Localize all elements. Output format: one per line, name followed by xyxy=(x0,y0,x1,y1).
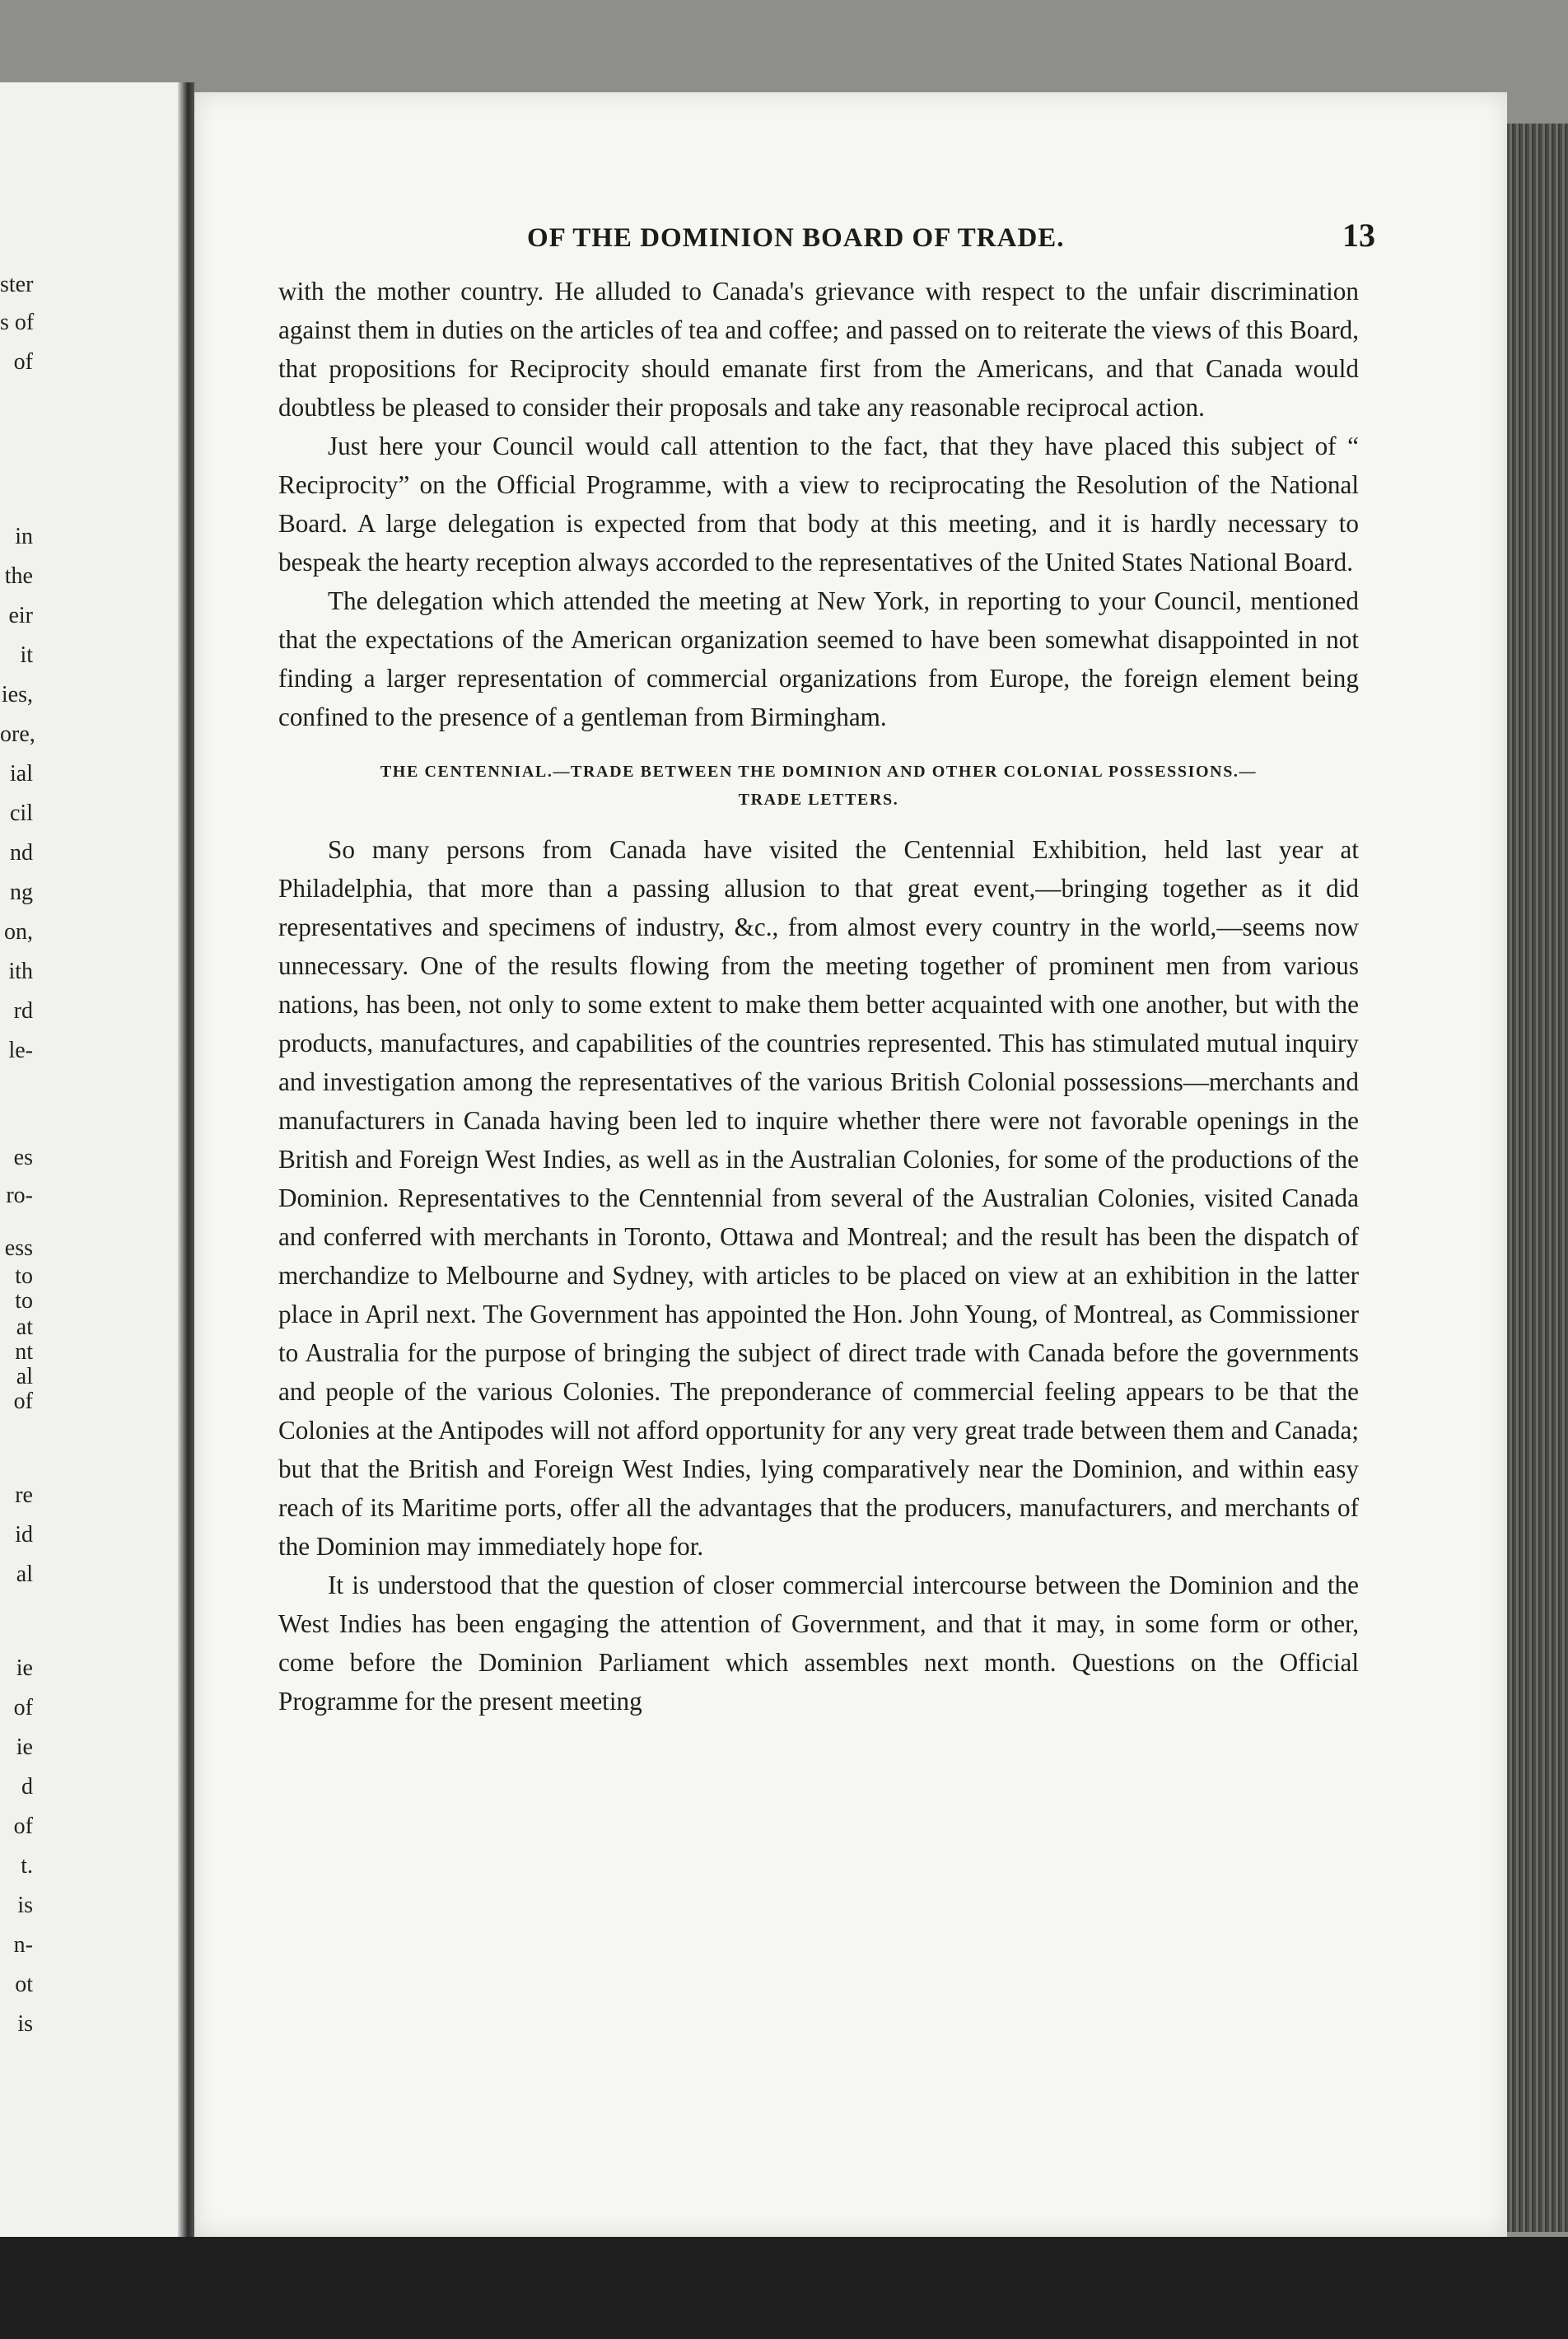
facing-page-fragment: to xyxy=(15,1288,33,1314)
facing-page-fragment: re xyxy=(15,1482,33,1508)
facing-page-fragment: nd xyxy=(10,840,33,866)
facing-page-fragment: ie xyxy=(16,1734,33,1760)
facing-page-fragment: ie xyxy=(16,1655,33,1681)
facing-page-fragment: n- xyxy=(13,1932,33,1958)
facing-page-fragment: ro- xyxy=(6,1183,33,1208)
facing-page-fragment: is xyxy=(17,2011,33,2037)
facing-page-fragment: of xyxy=(13,1695,33,1720)
facing-page-fragment: in xyxy=(15,524,33,549)
page-edges xyxy=(1507,124,1568,2232)
facing-page-fragment: is xyxy=(17,1893,33,1918)
page-header xyxy=(305,216,1375,254)
facing-page-fragment: of xyxy=(13,349,33,375)
facing-page-fragment: id xyxy=(15,1522,33,1548)
scan-border xyxy=(0,2237,1568,2339)
facing-page-fragment: ith xyxy=(8,959,33,984)
facing-page-fragment: on, xyxy=(4,919,33,945)
facing-page-fragment: eir xyxy=(8,603,33,628)
facing-page-fragment: at xyxy=(16,1314,33,1340)
facing-page-fragment: it xyxy=(20,642,33,668)
paragraph-3: The delegation which attended the meeting at New York, in reporting to your Council, mentioned that the expectations of the American organization seemed to have been somewhat disappointed in not finding a larger representation of commercial organizations from Europe, the foreign element being confined to the presence of a gentleman from Birmingham. xyxy=(278,586,1359,731)
paragraph-1: with the mother country. He alluded to Canada's grievance with respect to the unfair discrimination against them in duties on the articles of tea and coffee; and passed on to reiterate the views of this Board, that propositions for Reciprocity should emanate first from the Americans, and that Canada would doubtless be pleased to consider their proposals and take any reasonable reciprocal action. xyxy=(278,277,1359,422)
facing-page-fragment: cil xyxy=(10,801,33,826)
facing-page-fragment: al xyxy=(16,1562,33,1587)
facing-page-fragment: es xyxy=(13,1145,33,1170)
section-paragraph-2: It is understood that the question of closer commercial intercourse between the Dominion and the West Indies has been engaging the attention of Government, and that it may, in some form or other, come before the Dominion Parliament which assembles next month. Questions on the Official Programme for the present meeting xyxy=(278,1571,1359,1716)
section-heading xyxy=(278,758,1359,814)
section-paragraph-1: So many persons from Canada have visited the Centennial Exhibition, held last year at Philadelphia, that more than a passing allusion to that great event,—bringing together as it did representatives and specimens of industry, &c., from almost every country in the world,—seems now unnecessary. One of the results flowing from the meeting together of prominent men from various nations, has been, not only to some extent to make them better acquainted with one another, but with the products, manufactures, and capabilities of the countries represented. This has stimulated mutual inquiry and investigation among the representatives of the various British Colonial possessions—merchants and manufacturers in Canada having been led to inquire whether there were not favorable openings in the British and Foreign West Indies, as well as in the Australian Colonies, for some of the productions of the Dominion. Representatives to the Cenntennial from several of the Australian Colonies, visited Canada and conferred with merchants in Toronto, Ottawa and Montreal; and the result has been the dispatch of merchandize to Melbourne and Sydney, with articles to be placed on view at an exhibition in the latter place in April next. The Government has appointed the Hon. John Young, of Montreal, as Commissioner to Australia for the purpose of bringing the subject of direct trade with Canada before the governments and people of the various Colonies. The preponderance of commercial feeling appears to be that the Colonies at the Antipodes will not afford opportunity for any very great trade between them and Canada; but that the British and Foreign West Indies, lying comparatively near the Dominion, and within easy reach of its Maritime ports, offer all the advantages that the producers, manufacturers, and merchants of the Dominion may immediately hope for. xyxy=(278,835,1359,1561)
facing-page-fragment: ial xyxy=(10,761,33,787)
facing-page-fragment: ore, xyxy=(0,721,35,747)
facing-page-fragment: nt xyxy=(15,1339,33,1365)
facing-page-fragment: s of xyxy=(0,310,35,335)
section-heading-line-1: THE CENTENNIAL.—TRADE BETWEEN THE DOMINION AND OTHER COLONIAL POSSESSIONS.— xyxy=(380,763,1258,781)
facing-page-fragment: ster xyxy=(0,272,34,297)
page-body xyxy=(278,272,1359,1720)
facing-page-fragment: ng xyxy=(10,880,33,905)
facing-page-fragment: ess xyxy=(4,1235,33,1261)
facing-page-fragment: d xyxy=(21,1774,33,1800)
facing-page-fragment: t. xyxy=(21,1853,33,1879)
facing-page-fragment: le- xyxy=(8,1038,33,1063)
section-heading-line-2: TRADE LETTERS. xyxy=(738,791,899,809)
facing-page-fragment: of xyxy=(13,1389,33,1414)
facing-page-fragment: rd xyxy=(13,998,33,1024)
facing-page-fragment: to xyxy=(15,1263,33,1289)
running-head: OF THE DOMINION BOARD OF TRADE. xyxy=(527,223,1065,253)
facing-page-fragment: of xyxy=(13,1814,33,1839)
paragraph-2: Just here your Council would call attention to the fact, that they have placed this subject of “ Reciprocity” on the Official Programme, with a view to reciprocating the Resolution of the National Board. A large delegation is expected from that body at this meeting, and it is hardly necessary to bespeak the hearty reception always accorded to the representatives of the United States National Board. xyxy=(278,432,1359,577)
book-gutter xyxy=(178,82,194,2248)
facing-page-fragment: al xyxy=(16,1364,33,1389)
facing-page-fragment: ot xyxy=(15,1972,33,1997)
facing-page-fragment: the xyxy=(4,563,33,589)
facing-page-fragment: ies, xyxy=(1,682,33,707)
page-number: 13 xyxy=(1342,217,1375,254)
